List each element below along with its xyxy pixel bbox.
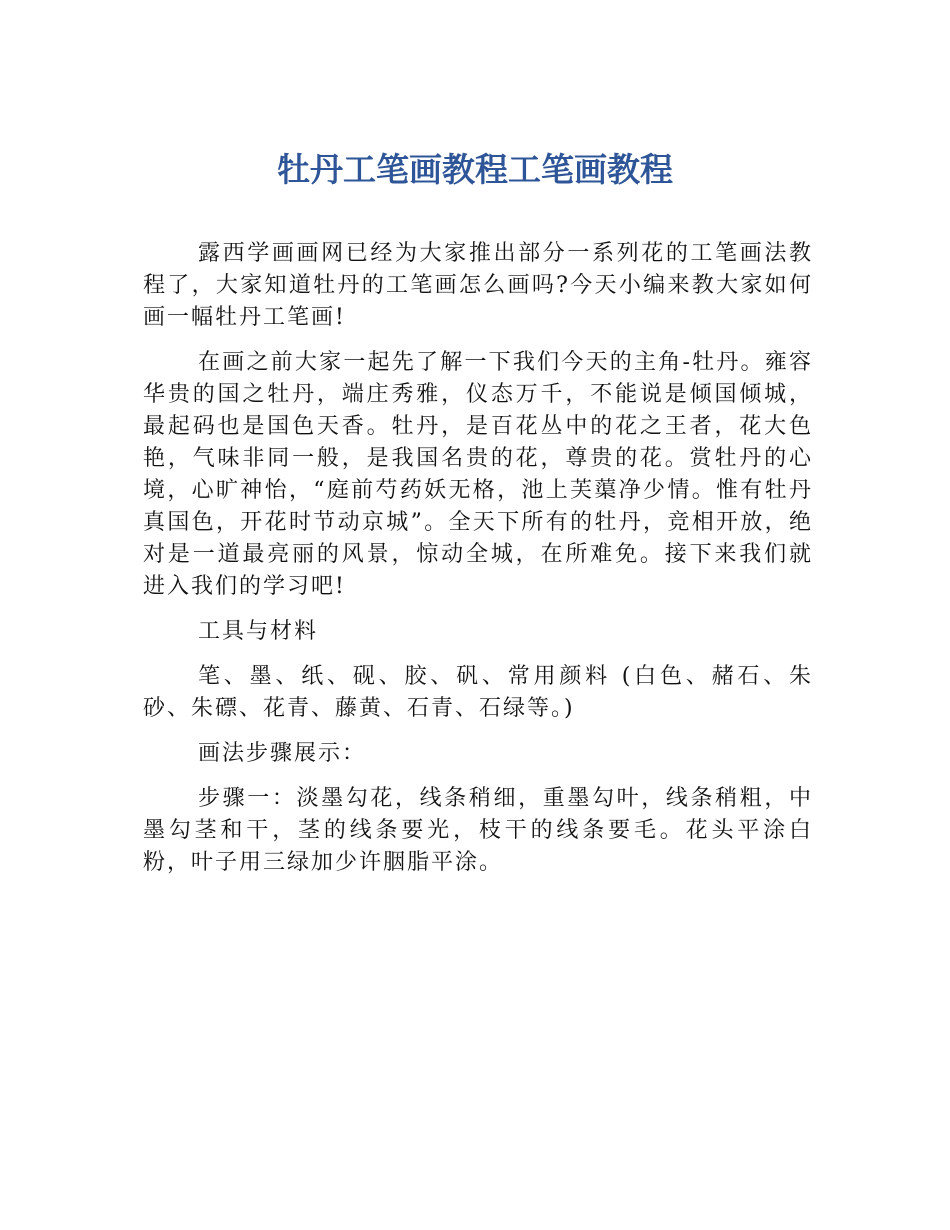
document-body	[143, 238, 813, 892]
paragraph-tools-heading: 工具与材料	[198, 619, 319, 644]
paragraph-peony-description: 在画之前大家一起先了解一下我们今天的主角-牡丹。雍容华贵的国之牡丹，端庄秀雅，仪态万千，不能说是倾国倾城，最起码也是国色天香。牡丹，是百花丛中的花之王者，花大色艳，气味非同一般，是我国名贵的花，尊贵的花。赏牡丹的心境，心旷神怡，“庭前芍药妖无格，池上芙蕖净少情。惟有牡丹真国色，开花时节动京城”。全天下所有的牡丹，竞相开放，绝对是一道最亮丽的风景，惊动全城，在所难免。接下来我们就进入我们的学习吧!	[143, 350, 813, 599]
paragraph-intro: 露西学画画网已经为大家推出部分一系列花的工笔画法教程了，大家知道牡丹的工笔画怎么画吗?今天小编来教大家如何画一幅牡丹工笔画!	[143, 241, 813, 330]
paragraph-tools-list: 笔、墨、纸、砚、胶、矾、常用颜料 (白色、赭石、朱砂、朱磦、花青、藤黄、石青、石绿等。)	[143, 664, 813, 721]
paragraph-steps-heading: 画法步骤展示：	[198, 741, 367, 766]
paragraph-step-one: 步骤一：淡墨勾花，线条稍细，重墨勾叶，线条稍粗，中墨勾茎和干，茎的线条要光，枝干的线条要毛。花头平涂白粉，叶子用三绿加少许胭脂平涂。	[143, 786, 813, 875]
document-title: 牡丹工笔画教程工笔画教程	[277, 150, 673, 189]
